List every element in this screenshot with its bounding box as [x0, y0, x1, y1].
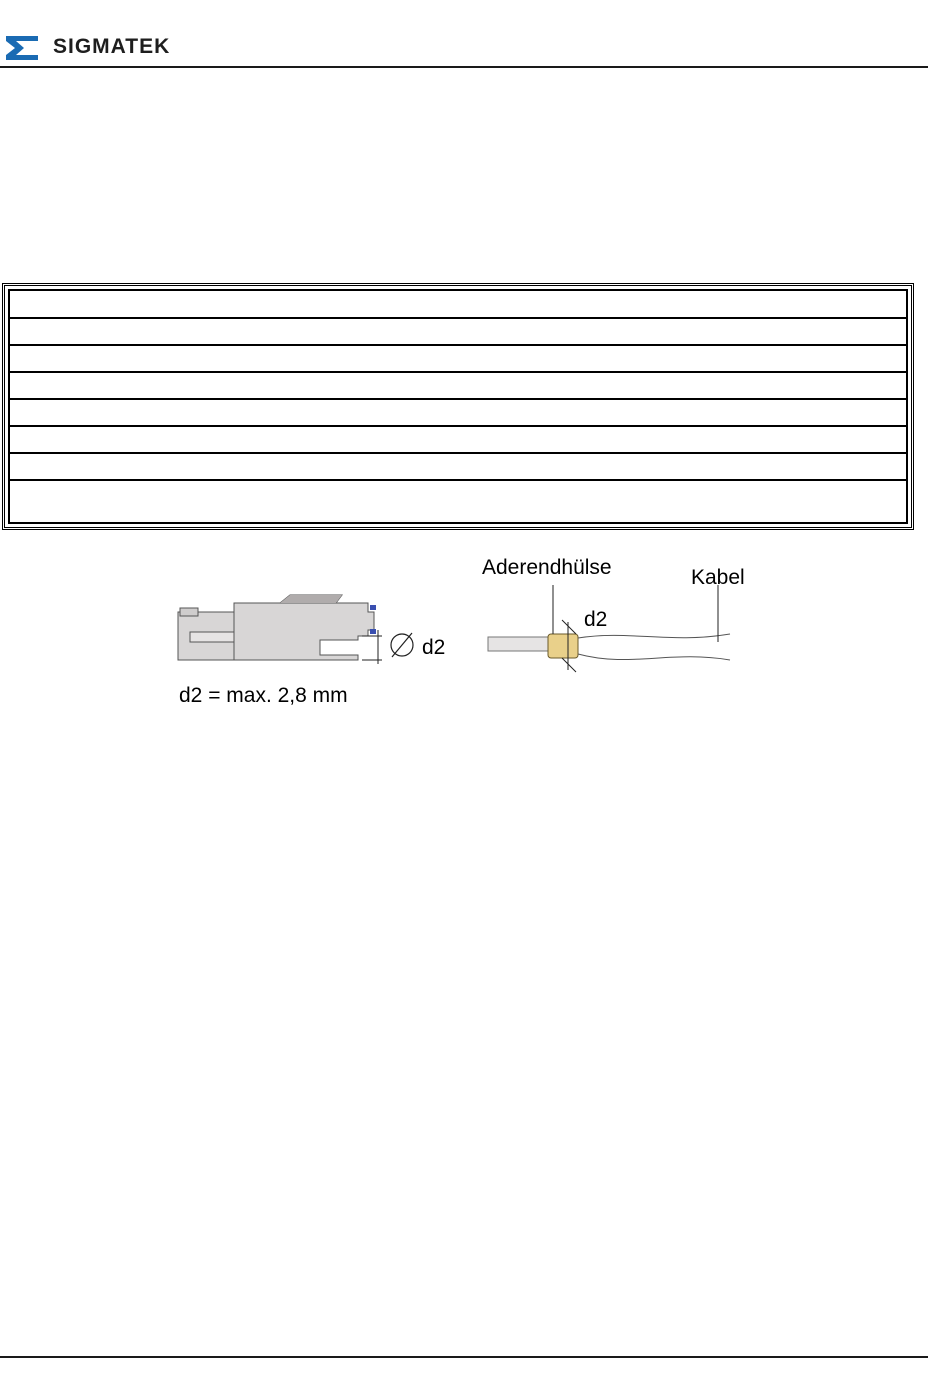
table-cell-left — [10, 319, 16, 344]
table-cell-left — [10, 346, 16, 371]
table-row — [10, 454, 906, 481]
table-cell-right — [528, 291, 534, 317]
sigmatek-logo-icon — [4, 34, 40, 62]
table-cell-right — [528, 454, 534, 479]
table-cell-right — [528, 427, 534, 452]
table-cell-left — [10, 291, 16, 317]
table-cell-left — [10, 400, 16, 425]
table-row — [10, 481, 906, 525]
table-cell-right — [528, 373, 534, 398]
page-header — [0, 0, 928, 68]
table-cell-right — [528, 346, 534, 371]
table-cell-right — [528, 319, 534, 344]
spec-table-inner — [8, 289, 908, 524]
table-cell-left — [10, 481, 16, 525]
ferrule-label: Aderendhülse — [482, 556, 612, 579]
spec-table — [2, 283, 914, 530]
table-row — [10, 319, 906, 346]
table-cell-left — [10, 427, 16, 452]
table-cell-left — [10, 373, 16, 398]
connector-d2-label: d2 — [422, 636, 446, 659]
table-row — [10, 400, 906, 427]
table-cell-right — [528, 481, 534, 525]
brand-name: SIGMATEK — [53, 35, 171, 58]
wiring-figure — [170, 550, 770, 720]
table-row — [10, 291, 906, 319]
table-cell-left — [10, 454, 16, 479]
cable-label: Kabel — [691, 566, 745, 589]
table-row — [10, 373, 906, 400]
header-divider — [0, 66, 928, 68]
ferrule-cable-icon — [488, 585, 730, 672]
cable-d2-label: d2 — [584, 608, 608, 631]
table-cell-right — [528, 400, 534, 425]
table-row — [10, 346, 906, 373]
footer-divider — [0, 1356, 928, 1358]
table-row — [10, 427, 906, 454]
figure-caption: d2 = max. 2,8 mm — [179, 684, 348, 707]
connector-plug-icon — [178, 595, 413, 664]
